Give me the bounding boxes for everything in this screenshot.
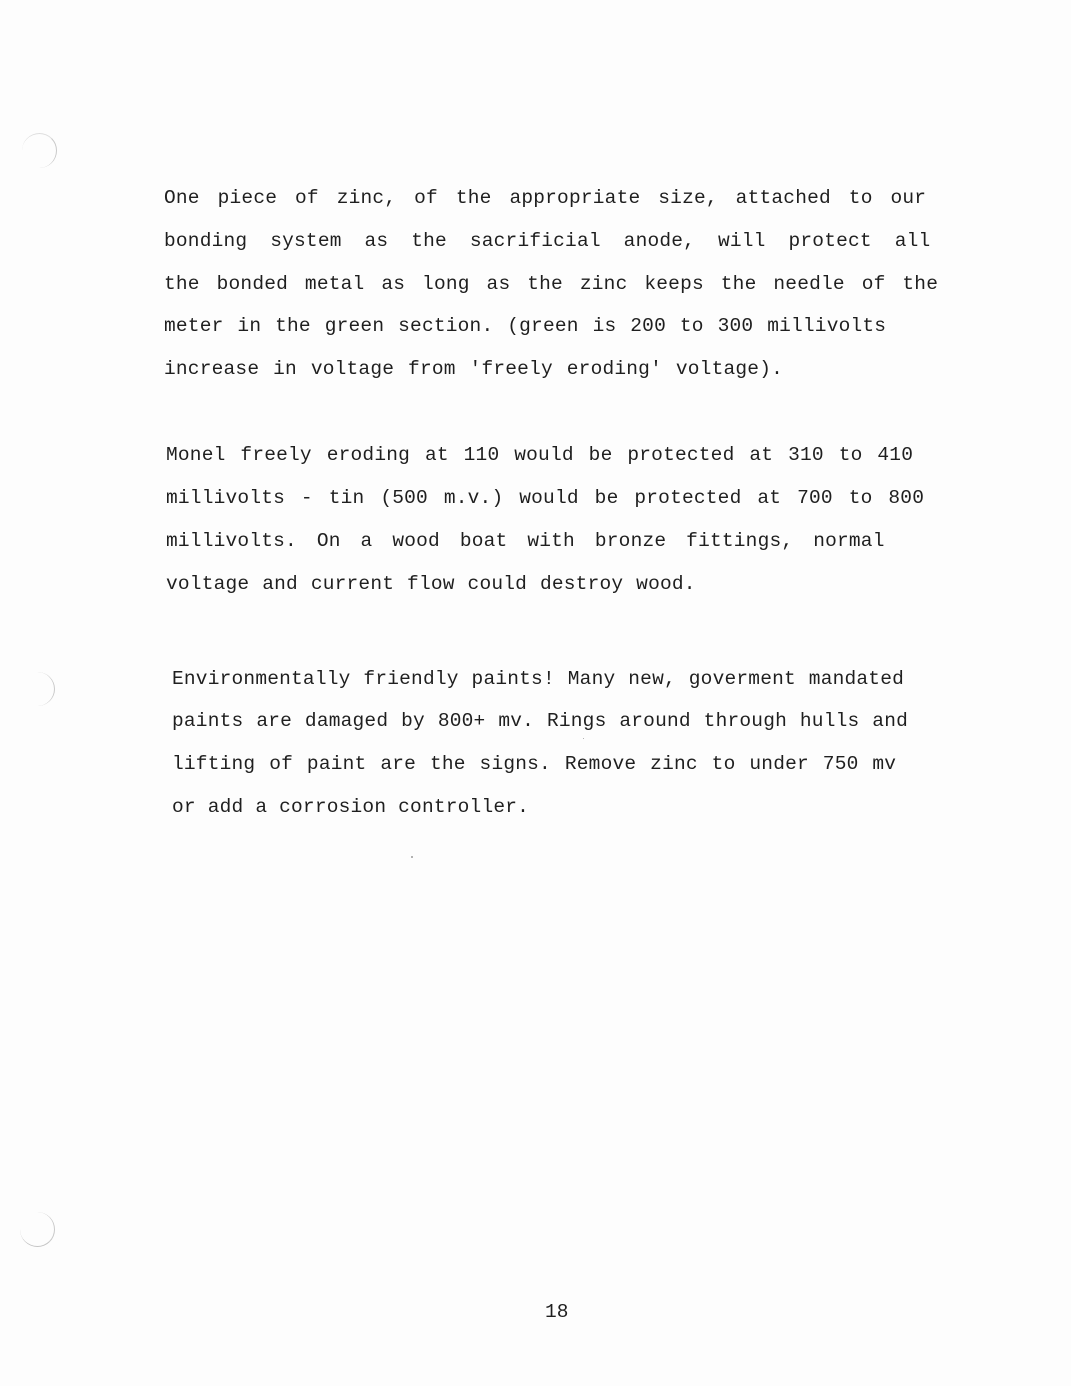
paragraph-line: the bonded metal as long as the zinc keeps the needle of the (164, 273, 939, 295)
scan-speck (411, 856, 413, 858)
paragraph-line: or add a corrosion controller. (172, 796, 530, 818)
punch-hole-mark-top (22, 133, 57, 168)
paragraph-line: Environmentally friendly paints! Many new, goverment mandated (172, 668, 905, 690)
punch-hole-mark-middle (20, 672, 55, 706)
paragraph-line: meter in the green section. (green is 200 to 300 millivolts (164, 315, 887, 337)
paragraph-line: One piece of zinc, of the appropriate size, attached to our (164, 187, 927, 209)
punch-hole-mark-bottom (20, 1212, 55, 1247)
paragraph-line: increase in voltage from 'freely eroding' voltage). (164, 358, 783, 380)
scan-speck (583, 738, 584, 739)
paragraph-line: millivolts. On a wood boat with bronze fittings, normal (166, 530, 885, 552)
paragraph-line: lifting of paint are the signs. Remove zinc to under 750 mv (172, 753, 897, 775)
paragraph-line: voltage and current flow could destroy wood. (166, 573, 696, 595)
paragraph-line: Monel freely eroding at 110 would be protected at 310 to 410 (166, 444, 914, 466)
paragraph-line: millivolts - tin (500 m.v.) would be protected at 700 to 800 (166, 487, 925, 509)
paragraph-line: bonding system as the sacrificial anode, will protect all (164, 230, 931, 252)
paragraph-line: paints are damaged by 800+ mv. Rings around through hulls and (172, 710, 909, 732)
page-number: 18 (545, 1301, 569, 1323)
